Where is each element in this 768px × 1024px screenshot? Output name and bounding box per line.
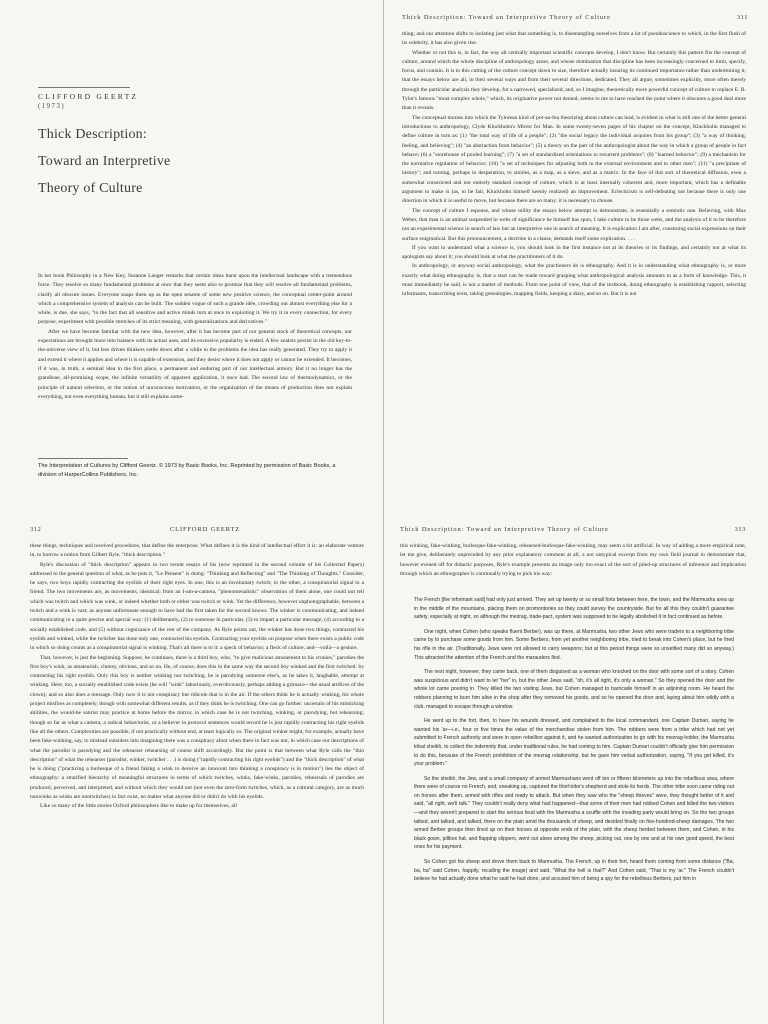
extract-paragraph: One night, when Cohen (who speaks fluent Berber), was up there, at Marmusha, two other Jews who were traders to a neighboring tribe came by to purchase some goods from him. Some Berbers, from yet another neighboring tribe, tried to break into Cohen's place, but he fired his rifle in the air. (Traditionally, Jews were not allowed to carry weapons; but at this period things were so unsettled many did so anyway.) This attracted the attention of the French and the marauders fled. — [414, 628, 734, 661]
paragraph: That, however, is just the beginning. Suppose, he continues, there is a third boy, who, "to give malicious amusement to his cronies," parodies the first boy's wink, as amateurish, clumsy, obvious, and so on. He, of course, does this in the same way the second boy winked and the first twitched: by contracting his right eyelids. Only this boy is neither winking nor twitching, he is parodying someone else's, as he takes it, laughable, attempt at winking. Here, too, a socially established code exists (he will "wink" laboriously, overobviously, perhaps adding a grimace—the usual artifices of the clown); and so also does a message. Only now it is not conspiracy but ridicule that is in the air. If the others think he is actually winking, his whole project misfires as completely, though with somewhat different results, as if they think he is twitching. One can go further: uncertain of his mimicking abilities, the would-be satirist may practice at home before the mirror, in which case he is not twitching, winking, or parodying, but rehearsing; though so far as what a camera, a radical behaviorist, or a believer in protocol sentences would record he is just rapidly contracting his right eyelids like all the others. Complexities are possible, if not practically without end, at least logically so. The original winker might, for example, actually have been fake-winking, say, to mislead outsiders into imagining there was a conspiracy afoot when there in fact was not, in which case our descriptions of what the parodist is parodying and the rehearser rehearsing of course shift accordingly. But the point is that between what Ryle calls the "thin description" of what the rehearser (parodist, winker, twitcher . . .) is doing ("rapidly contracting his right eyelids") and the "thick description" of what he is doing ("practicing a burlesque of a friend faking a wink to deceive an innocent into thinking a conspiracy is in motion") lies the object of ethnography: a stratified hierarchy of meaningful structures in terms of which twitches, winks, fake-winks, parodies, rehearsals of parodies are produced, perceived, and interpreted, and without which they would not (not even the zero-form twitches, which, as a cultural category, are as much nonwinks as winks are nontwitches) in fact exist, no matter what anyone did or didn't do with his eyelids. — [30, 654, 364, 801]
body-text — [30, 542, 364, 812]
body-text — [400, 542, 746, 579]
publication-year: (1973) — [38, 103, 66, 110]
chapter-title-line-1: Thick Description: — [38, 127, 147, 142]
running-head: Thick Description: Toward an Interpretive Theory of Culture — [402, 14, 611, 21]
paragraph: After we have become familiar with the new idea, however, after it has become part of our general stock of theoretical concepts, our expectations are brought more into balance with its actual uses, and its excessive popularity is ended. A few zealots persist in the old key-to-the-universe view of it, but less driven thinkers settle down after a while to the problems the idea has really generated. They try to apply it and extend it where it applies and where it is capable of extension, and they desist where it does not apply or cannot be extended. It becomes, if it was, in truth, a seminal idea in the first place, a permanent and enduring part of our intellectual armory. But it no longer has the grandiose, all-promising scope, the infinite versatility of apparent application, it once had. The second law of thermodynamics, or the principle of natural selection, or the notion of unconscious motivation, or the organization of the means of production does not explain everything, not even everything human, but it still explains some- — [38, 328, 352, 400]
running-head: CLIFFORD GEERTZ — [170, 526, 241, 533]
running-head: Thick Description: Toward an Interpretive Theory of Culture — [400, 526, 609, 533]
author-name: CLIFFORD GEERTZ — [38, 92, 139, 101]
page-number: 311 — [736, 14, 748, 21]
extract-paragraph: The next night, however, they came back, one of them disguised as a woman who knocked on the door with some sort of a story. Cohen was suspicious and didn't want to let "her" in, but the other Jews said, "oh, it's all right, it's only a woman." So they opened the door and the whole lot came pouring in. They killed the two visiting Jews, but Cohen managed to barricade himself in an adjoining room. He heard the robbers planning to burn him alive in the shop after they removed his goods, and so he opened the door and, laying about him wildly with a club, managed to escape through a window. — [414, 669, 734, 710]
page-number: 312 — [30, 526, 42, 533]
extract-paragraph: The French [the informant said] had only just arrived. They set up twenty or so small forts between here, the town, and the Marmusha area up in the middle of the mountains, placing them on promontories so they could survey the countryside. But for all this they couldn't guarantee safety, especially at night, so although the mezrag, trade-pact, system was supposed to be legally abolished it in fact continued as before. — [414, 597, 734, 621]
paragraph: In her book Philosophy in a New Key, Susanne Langer remarks that certain ideas burst upon the intellectual landscape with a tremendous force. They resolve so many fundamental problems at once that they seem also to promise that they will resolve all fundamental problems, clarify all obscure issues. Everyone snaps them up as the open sesame of some new positive science, the conceptual center-point around which a comprehensive system of analysis can be built. The sudden vogue of such a grande idée, crowding out almost everything else for a while, is due, she says, "to the fact that all sensitive and active minds turn at once to exploiting it. We try it in every connection, for every purpose, experiment with possible stretches of its strict meaning, with generalizations and derivatives." — [38, 273, 352, 326]
body-text — [38, 272, 352, 402]
page-309-title — [0, 0, 384, 512]
body-text — [402, 30, 746, 300]
chapter-title-line-3: Theory of Culture — [38, 181, 143, 196]
paragraph: The concept of culture I espouse, and whose utility the essays below attempt to demonstrate, is essentially a semiotic one. Believing, with Max Weber, that man is an animal suspended in webs of significance he himself has spun, I take culture to be those webs, and the analysis of it to be therefore not an experimental science in search of law but an interpretive one in search of meaning. It is explication I am after, construing social expressions on their surface enigmatical. But this pronouncement, a doctrine in a clause, demands itself some explication. . . . — [402, 207, 746, 242]
paragraph: these things, techniques and received procedures, that define the enterprise. What defines it is the kind of intellectual effort it is: an elaborate venture in, to borrow a notion from Gilbert Ryle, "thick description." — [30, 543, 364, 559]
paragraph: Whether or not this is, in fact, the way all centrally important scientific concepts develop, I don't know. But certainly this pattern fits the concept of culture, around which the whole discipline of anthropology arose, and whose domination that discipline has been increasingly concerned to limit, specify, focus, and contain. It is to this cutting of the culture concept down to size, therefore actually insuring its continued importance rather than undermining it, that the essays below are all, in their several ways and from their several directions, dedicated. They all argue, sometimes explicitly, more often merely through the particular analysis they develop, for a narrowed, specialized, and, so I imagine, theoretically more powerful concept of culture to replace E. B. Tylor's famous "most complex whole," which, its originative power not denied, seems to me to have reached the point where it obscures a good deal more than it reveals. — [402, 49, 746, 112]
footnote-rule — [38, 458, 128, 459]
page-number: 313 — [734, 526, 746, 533]
author-rule — [38, 87, 130, 88]
copyright-footnote: The Interpretation of Cultures by Clifford Geertz. © 1973 by Basic Books, Inc. Reprinted by permission of Basic Books, a division of HarperCollins Publishers, Inc. — [38, 463, 336, 478]
page-313 — [384, 512, 768, 1024]
chapter-title-line-2: Toward an Interpretive — [38, 154, 171, 169]
field-journal-extract — [414, 596, 734, 890]
page-312 — [0, 512, 384, 1024]
page-311 — [384, 0, 768, 512]
paragraph: Like so many of the little stories Oxford philosophers like to make up for themselves, all — [40, 803, 237, 810]
paragraph: Ryle's discussion of "thick description" appears in two recent essays of his (now reprinted in the second volume of his Collected Papers) addressed to the general question of what, as he puts it, "Le Penseur" is doing: "Thinking and Reflecting" and "The Thinking of Thoughts." Consider, he says, two boys rapidly contracting the eyelids of their right eyes. In one, this is an involuntary twitch; in the other, a conspiratorial signal to a friend. The two movements are, as movements, identical; from an I-am-a-camera, "phenomenalistic" observation of them alone, one could not tell which was twitch and which was wink, or indeed whether both or either was twitch or wink. Yet the difference, however unphotographable, between a twitch and a wink is vast; as anyone unfortunate enough to have had the first taken for the second knows. The winker is communicating, and indeed communicating in a quite precise and special way: (1) deliberately, (2) to someone in particular, (3) to impart a particular message, (4) according to a socially established code, and (5) without cognizance of the rest of the company. As Ryle points out, the winker has done two things, contracted his eyelids and winked, while the twitcher has done only one, contracted his eyelids. Contracting your eyelids on purpose when there exists a public code in which so doing counts as a conspiratorial signal is winking. That's all there is to it: a speck of behavior, a fleck of culture, and—voilà—a gesture. — [30, 561, 364, 652]
paragraph: If you want to understand what a science is, you should look in the first instance not at its theories or its findings, and certainly not at what its apologists say about it; you should look at what the practitioners of it do. — [402, 244, 746, 261]
extract-paragraph: So the sheikh, the Jew, and a small company of armed Marmushans went off ten or fifteen kilometers up into the rebellious area, where there were of course no French, and, sneaking up, captured the thief-tribe's shepherd and stole its herds. The other tribe soon came riding out on horses after them, armed with rifles and ready to attack. But when they saw who the "sheep thieves" were, they thought better of it and said, "all right, we'll talk." They couldn't really deny what had happened—that some of their men had robbed Cohen and killed the two visitors—and they weren't prepared to start the serious feud with the Marmusha a scuffle with the invading party would bring on. So the two groups talked, and talked, and talked, there on the plain amid the thousands of sheep, and decided finally on five-hundred-sheep damages. The two armed Berber groups then lined up on their horses at opposite ends of the plain, with the sheep herded between them, and Cohen, in his black gown, pillbox hat, and flapping slippers, went out alone among the sheep, picking out, one by one and at his own good speed, the best ones for his payment. — [414, 775, 734, 851]
extract-paragraph: He went up to the fort, then, to have his wounds dressed, and complained to the local commandant, one Captain Dumari, saying he wanted his 'ar—i.e., four or five times the value of the merchandise stolen from him. The robbers were from a tribe which had not yet submitted to French authority and were in open rebellion against it, and he wanted authorization to go with his mezrag-holder, the Marmusha tribal sheikh, to collect the indemnity that, under traditional rules, he had coming to him. Captain Dumari couldn't officially give him permission to do this, because of the French prohibition of the mezrag relationship, but he gave him verbal authorization, saying, "If you get killed, it's your problem." — [414, 718, 734, 768]
paragraph: thing; and our attention shifts to isolating just what that something is, to disentangling ourselves from a lot of pseudoscience to which, in the first flush of its celebrity, it has also given rise. — [402, 31, 746, 47]
paragraph: The conceptual morass into which the Tylorean kind of pot-au-feu theorizing about culture can lead, is evident in what is still one of the better general introductions to anthropology, Clyde Kluckhohn's Mirror for Man. In some twenty-seven pages of his chapter on the concept, Kluckhohn managed to define culture in turn as: (1) "the total way of life of a people"; (2) "the social legacy the individual acquires from his group"; (3) "a way of thinking, feeling, and believing"; (4) "an abstraction from behavior"; (5) a theory on the part of the anthropologist about the way in which a group of people in fact behave; (6) a "storehouse of pooled learning"; (7) "a set of standardized orientations to recurrent problems"; (8) "learned behavior"; (9) a mechanism for the normative regulation of behavior; (10) "a set of techniques for adjusting both to the external environment and to other men"; (11) "a precipitate of history"; and turning, perhaps in desperation, to similes, as a map, as a sieve, and as a matrix. In the face of this sort of theoretical diffusion, even a somewhat constricted and not entirely standard concept of culture, which is at least internally coherent and, more important, which has a definable argument to make is (as, to be fair, Kluckhohn himself keenly realized) an improvement. Eclecticism is self-defeating not because there is only one direction in which it is useful to move, but because there are so many: it is necessary to choose. — [402, 114, 746, 205]
paragraph: this winking, fake-winking, burlesque-fake-winking, rehearsed-burlesque-fake-winking, may seem a bit artificial. In way of adding a more empirical note, let me give, deliberately unpreceded by any prior explanatory comment at all, a not untypical excerpt from my own field journal to demonstrate that, however evened off for didactic purposes, Ryle's example presents an image only too exact of the sort of piled-up structures of inference and implication through which an ethnographer is continually trying to pick his way: — [400, 543, 746, 577]
extract-paragraph: So Cohen got his sheep and drove them back to Marmusha. The French, up in their fort, heard them coming from some distance ("Ba, ba, ba" said Cohen, happily, recalling the image) and said, "What the hell is that?" And Cohen said, "That is my 'ar." The French couldn't believe he had actually done what he said he had done, and accused him of being a spy for the rebellious Berbers, put him in — [414, 859, 734, 883]
paragraph: In anthropology, or anyway social anthropology, what the practioners do is ethnography. And it is in understanding what ethnography is, or more exactly what doing ethnography is, that a start can be made toward grasping what anthropological analysis amounts to as a form of knowledge. This, it must immediately be said, is not a matter of methods. From one point of view, that of the textbook, doing ethnography is establishing rapport, selecting informants, transcribing texts, taking genealogies, mapping fields, keeping a diary, and so on. But it is not — [402, 263, 746, 298]
